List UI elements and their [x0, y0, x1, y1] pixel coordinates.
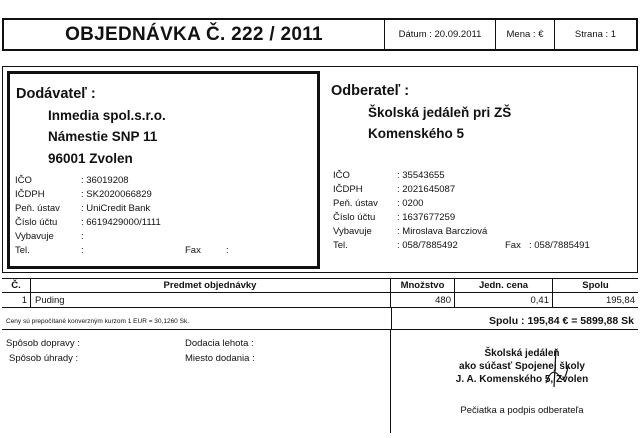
supplier-city: 96001 Zvolen [48, 151, 133, 166]
sposob-uhrady-label: Spôsob úhrady : [9, 353, 79, 364]
miesto-dodania-label: Miesto dodania : [185, 353, 255, 364]
field-value: : 36019208 [81, 175, 129, 186]
customer-account [333, 212, 633, 224]
cell-predmet: Puding [35, 294, 65, 306]
total-divider [391, 308, 392, 330]
field-label: Číslo účtu [15, 217, 58, 228]
field-value: : 1637677259 [397, 212, 456, 223]
header-cena: Jedn. cena [478, 280, 529, 291]
order-total: Spolu : 195,84 € = 5899,88 Sk [488, 315, 634, 327]
fax-value: : 058/7885491 [529, 240, 590, 251]
table-header-row [2, 279, 638, 293]
field-value: : 0200 [397, 198, 424, 209]
field-label: IČDPH [15, 189, 45, 200]
header-mnozstvo: Množstvo [400, 280, 445, 291]
order-currency: Mena : € [506, 29, 544, 40]
supplier-bank [15, 203, 315, 215]
order-items-table [2, 278, 638, 330]
field-label: IČDPH [333, 184, 363, 195]
column-divider [30, 279, 31, 308]
supplier-box [7, 71, 320, 269]
field-label: Vybavuje [333, 226, 372, 237]
supplier-icdph [15, 189, 315, 201]
field-label: Vybavuje [15, 231, 54, 242]
supplier-ico [15, 175, 315, 187]
dodacia-lehota-label: Dodacia lehota : [185, 338, 254, 349]
signature-scribble [542, 347, 572, 395]
column-divider [552, 279, 553, 308]
conversion-note: Ceny sú prepočítané konverzným kurzom 1 EUR = 30,1260 Sk. [6, 318, 189, 325]
customer-heading: Odberateľ : [331, 83, 410, 99]
field-label: Peň. ústav [15, 203, 60, 214]
parties-section [2, 66, 638, 273]
field-label: IČO [333, 170, 350, 181]
signature-divider [390, 330, 391, 433]
customer-icdph [333, 184, 633, 196]
customer-stamp [422, 347, 622, 386]
stamp-line: Školská jedáleň [484, 348, 560, 359]
supplier-heading: Dodávateľ : [16, 86, 96, 102]
customer-ico [333, 170, 633, 182]
column-divider [454, 279, 455, 308]
field-value: : UniCredit Bank [81, 203, 151, 214]
sposob-dopravy-label: Spôsob dopravy : [6, 338, 80, 349]
field-value: : 2021645087 [397, 184, 456, 195]
customer-contact [333, 226, 633, 238]
field-label: Tel. [333, 240, 348, 251]
customer-street: Komenského 5 [368, 126, 465, 141]
order-header [2, 18, 638, 51]
field-value: : [81, 231, 84, 242]
customer-name: Školská jedáleň pri ZŠ [368, 105, 512, 120]
fax-label: Fax [505, 240, 521, 251]
supplier-phone [15, 245, 315, 257]
field-value: : 35543655 [397, 170, 445, 181]
supplier-street: Námestie SNP 11 [48, 129, 158, 144]
cell-mnozstvo: 480 [435, 294, 451, 306]
supplier-contact [15, 231, 315, 243]
field-value: : Miroslava Barcziová [397, 226, 488, 237]
customer-phone [333, 240, 633, 252]
field-label: Peň. ústav [333, 198, 378, 209]
cell-cena: 0,41 [530, 294, 549, 306]
header-cislo: Č. [11, 280, 21, 291]
order-title: OBJEDNÁVKA Č. 222 / 2011 [65, 23, 323, 45]
field-label: Tel. [15, 245, 30, 256]
header-predmet: Predmet objednávky [163, 280, 257, 291]
supplier-account [15, 217, 315, 229]
cell-spolu: 195,84 [605, 294, 635, 306]
fax-value: : [226, 245, 229, 256]
order-date: Dátum : 20.09.2011 [398, 29, 482, 40]
column-divider [390, 279, 391, 308]
header-spolu: Spolu [582, 280, 609, 291]
signature-caption: Pečiatka a podpis odberateľa [460, 405, 584, 416]
table-row [2, 293, 638, 308]
stamp-line: ako súčasť Spojenej školy [459, 361, 585, 372]
field-value: : SK2020066829 [81, 189, 152, 200]
fax-label: Fax [185, 245, 201, 256]
stamp-line: J. A. Komenského 5, Zvolen [455, 374, 589, 385]
field-label: Číslo účtu [333, 212, 376, 223]
field-value: : 058/7885492 [397, 240, 458, 251]
delivery-section [2, 333, 638, 433]
supplier-name: Inmedia spol.s.r.o. [48, 108, 166, 123]
field-label: IČO [15, 175, 32, 186]
cell-cislo: 1 [21, 294, 27, 306]
customer-bank [333, 198, 633, 210]
field-value: : 6619429000/1111 [81, 217, 161, 228]
field-value: : [81, 245, 84, 256]
page-number: Strana : 1 [574, 29, 617, 40]
